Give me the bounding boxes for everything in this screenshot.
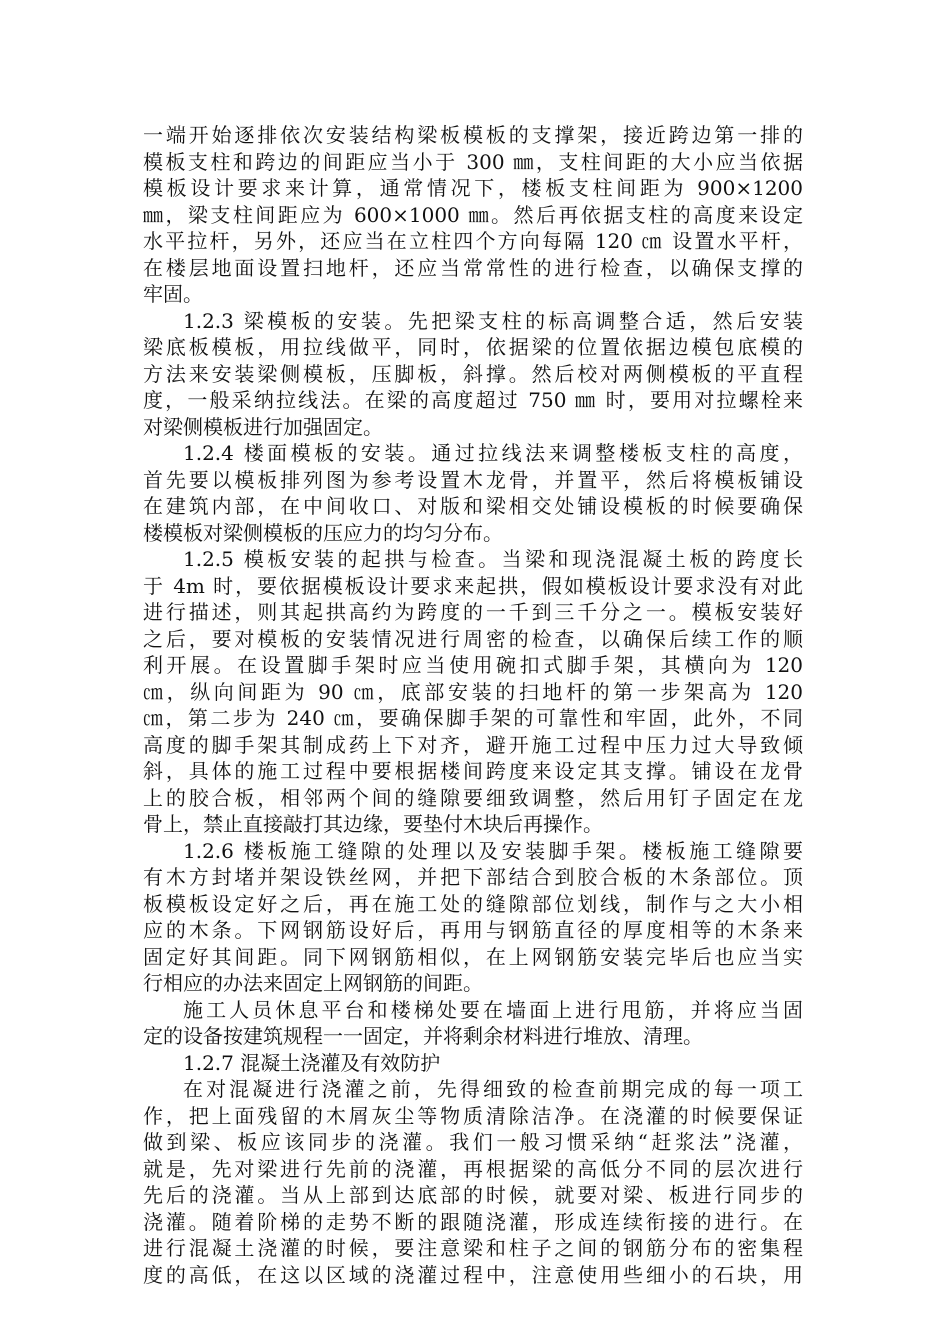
text-line: 有木方封堵并架设铁丝网，并把下部结合到胶合板的木条部位。顶 bbox=[143, 865, 803, 889]
text-line: 进行混凝土浇灌的时候，要注意梁和柱子之间的钢筋分布的密集程 bbox=[143, 1236, 803, 1260]
text-line: ㎝，第二步为 240 ㎝，要确保脚手架的可靠性和牢固，此外，不同 bbox=[143, 706, 803, 730]
text-line: 高度的脚手架其制成药上下对齐，避开施工过程中压力过大导致倾 bbox=[143, 732, 803, 757]
text-line: 对梁侧模板进行加强固定。 bbox=[143, 414, 383, 439]
text-line: 1.2.4 楼面模板的安装。通过拉线法来调整楼板支柱的高度， bbox=[183, 441, 803, 465]
text-line: 楼模板对梁侧模板的压应力的均匀分布。 bbox=[143, 520, 503, 545]
text-line: 在对混凝进行浇灌之前，先得细致的检查前期完成的每一项工 bbox=[183, 1077, 803, 1101]
text-line: 作，把上面残留的木屑灰尘等物质清除洁净。在浇灌的时候要保证 bbox=[143, 1103, 803, 1128]
text-line: 方法来安装梁侧模板，压脚板，斜撑。然后校对两侧模板的平直程 bbox=[143, 361, 803, 386]
text-line: 定的设备按建筑规程一一固定，并将剩余材料进行堆放、清理。 bbox=[143, 1024, 703, 1048]
text-line: 梁底板模板，用拉线做平，同时，依据梁的位置依据边模包底模的 bbox=[143, 335, 803, 359]
text-line: 于 4m 时，要依据模板设计要求来起拱，假如模板设计要求没有对此 bbox=[143, 573, 803, 598]
text-line: 1.2.3 梁模板的安装。先把梁支柱的标高调整合适，然后安装 bbox=[183, 308, 803, 333]
text-line: 一端开始逐排依次安装结构梁板模板的支撑架，接近跨边第一排的 bbox=[143, 123, 803, 147]
text-line: 行相应的办法来固定上网钢筋的间距。 bbox=[143, 971, 483, 995]
text-line: 先后的浇灌。当从上部到达底部的时候，就要对梁、板进行同步的 bbox=[143, 1183, 803, 1207]
text-line: 做到梁、板应该同步的浇灌。我们一般习惯采纳“赶浆法”浇灌， bbox=[143, 1130, 803, 1154]
text-line: 斜，具体的施工过程中要根据楼间跨度来设定其支撑。铺设在龙骨 bbox=[143, 759, 803, 783]
document-body bbox=[143, 122, 803, 1288]
text-line: 水平拉杆，另外，还应当在立柱四个方向每隔 120 ㎝ 设置水平杆， bbox=[143, 229, 803, 253]
text-line: ㎝，纵向间距为 90 ㎝，底部安装的扫地杆的第一步架高为 120 bbox=[143, 679, 803, 704]
text-line: 应的木条。下网钢筋设好后，再用与钢筋直径的厚度相等的木条来 bbox=[143, 918, 803, 942]
text-line: 固定好其间距。同下网钢筋相似，在上网钢筋安装完毕后也应当实 bbox=[143, 944, 803, 969]
text-line: 牢固。 bbox=[143, 282, 203, 306]
text-line: 骨上，禁止直接敲打其边缘，要垫付木块后再操作。 bbox=[143, 812, 603, 836]
text-line: 首先要以模板排列图为参考设置木龙骨，并置平，然后将模板铺设 bbox=[143, 467, 803, 492]
text-line: 浇灌。随着阶梯的走势不断的跟随浇灌，形成连续衔接的进行。在 bbox=[143, 1209, 803, 1234]
text-line: 进行描述，则其起拱高约为跨度的一千到三千分之一。模板安装好 bbox=[143, 600, 803, 624]
text-line: 度的高低，在这以区域的浇灌过程中，注意使用些细小的石块，用 bbox=[143, 1262, 803, 1287]
text-line: 在楼层地面设置扫地杆，还应当常常性的进行检查，以确保支撑的 bbox=[143, 255, 803, 280]
text-line: ㎜，梁支柱间距应为 600×1000 ㎜。然后再依据支柱的高度来设定 bbox=[143, 202, 803, 227]
text-line: 之后，要对模板的安装情况进行周密的检查，以确保后续工作的顺 bbox=[143, 626, 803, 651]
text-line: 1.2.5 模板安装的起拱与检查。当梁和现浇混凝土板的跨度长 bbox=[183, 547, 803, 571]
text-line: 就是，先对梁进行先前的浇灌，再根据梁的高低分不同的层次进行 bbox=[143, 1156, 803, 1181]
text-line: 板模板设定好之后，再在施工处的缝隙部位划线，制作与之大小相 bbox=[143, 891, 803, 916]
text-line: 上的胶合板，相邻两个间的缝隙要细致调整，然后用钉子固定在龙 bbox=[143, 785, 803, 810]
text-line: 利开展。在设置脚手架时应当使用碗扣式脚手架，其横向为 120 bbox=[143, 653, 803, 677]
text-line: 在建筑内部，在中间收口、对版和梁相交处铺设模板的时候要确保 bbox=[143, 494, 803, 518]
text-line: 模板支柱和跨边的间距应当小于 300 ㎜，支柱间距的大小应当依据 bbox=[143, 149, 803, 174]
text-line: 施工人员休息平台和楼梯处要在墙面上进行甩筋，并将应当固 bbox=[183, 997, 803, 1022]
text-line: 1.2.6 楼板施工缝隙的处理以及安装脚手架。楼板施工缝隙要 bbox=[183, 838, 803, 863]
text-line: 度，一般采纳拉线法。在梁的高度超过 750 ㎜ 时，要用对拉螺栓来 bbox=[143, 388, 803, 412]
text-line: 模板设计要求来计算，通常情况下，楼板支柱间距为 900×1200 bbox=[143, 176, 803, 200]
text-line: 1.2.7 混凝土浇灌及有效防护 bbox=[183, 1050, 441, 1075]
